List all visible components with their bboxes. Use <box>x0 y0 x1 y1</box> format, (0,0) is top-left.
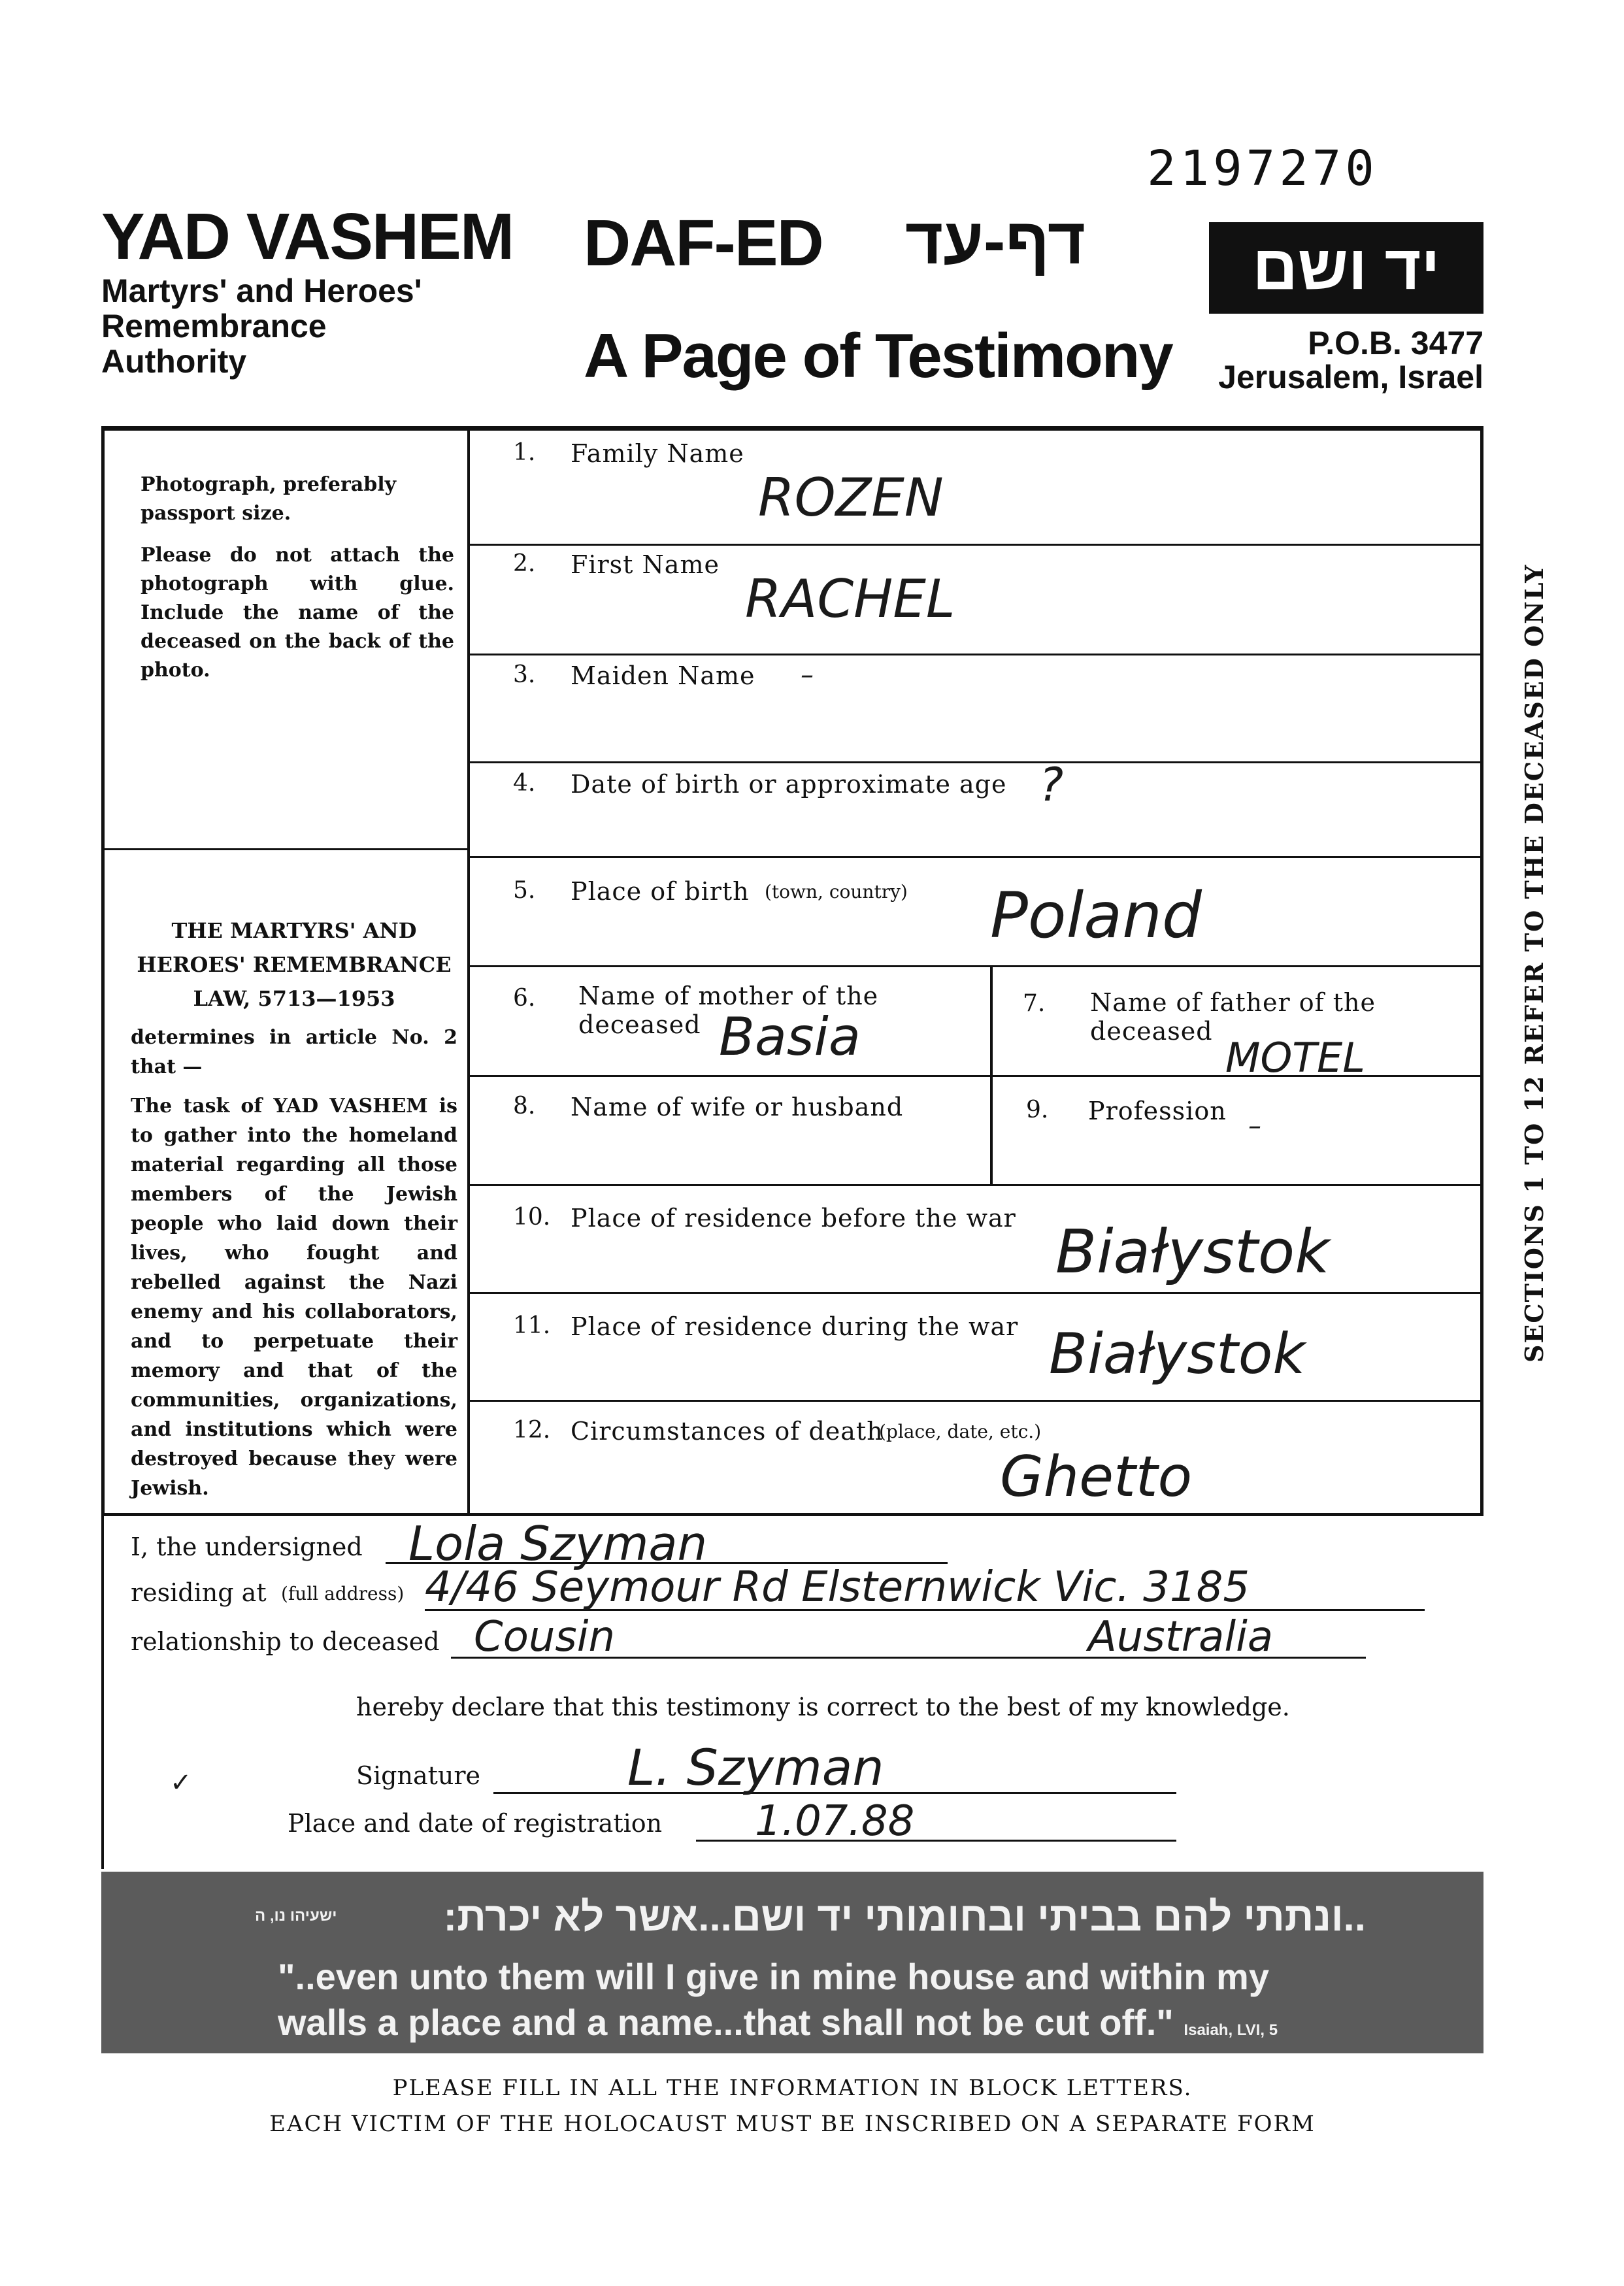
law-text: The task of YAD VASHEM is to gather into the homeland material regarding all those members of the Jewish people who laid down their lives, who fought and rebelled against the Nazi enemy and his collaborators, and to perpetuate their memory and that of the communities, organizations, and institutions which were destroyed because they were Jewish. <box>131 1095 457 1500</box>
birth-date-label: Date of birth or approximate age <box>571 770 1007 799</box>
field-number: 11. <box>513 1312 551 1339</box>
declaration-statement: hereby declare that this testimony is correct to the best of my knowledge. <box>356 1693 1290 1721</box>
org-subtitle-line: Authority <box>101 343 247 380</box>
field-number: 1. <box>513 439 536 466</box>
residence-before-value: Białystok <box>1055 1217 1330 1287</box>
death-circumstances-value: Ghetto <box>1000 1444 1193 1510</box>
law-title-line: THE MARTYRS' AND <box>171 918 417 943</box>
declaration-left-border <box>101 1516 104 1869</box>
signature-label: Signature <box>356 1761 481 1790</box>
org-subtitle-line: Martyrs' and Heroes' <box>101 273 422 309</box>
field-number: 9. <box>1026 1097 1049 1123</box>
birthplace-value: Poland <box>990 879 1202 952</box>
left-panel-divider <box>101 848 467 850</box>
field-number: 10. <box>513 1204 551 1231</box>
family-name-value: ROZEN <box>758 467 944 528</box>
residing-hint: (full address) <box>281 1583 405 1604</box>
first-name-value: RACHEL <box>745 569 955 629</box>
field-divider <box>467 1292 1483 1294</box>
banner-english-citation: Isaiah, LVI, 5 <box>1184 2021 1278 2039</box>
family-name-label: Family Name <box>571 439 744 468</box>
birthplace-label: Place of birth <box>571 877 750 906</box>
law-title-line: LAW, 5713—1953 <box>193 986 395 1011</box>
document-number: 2197270 <box>1147 141 1378 197</box>
field-divider <box>467 965 1483 967</box>
maiden-name-label: Maiden Name <box>571 661 755 690</box>
relationship-value: Cousin <box>474 1613 616 1661</box>
field-number: 6. <box>513 985 536 1012</box>
residence-before-label: Place of residence before the war <box>571 1204 1016 1233</box>
residing-label: residing at <box>131 1578 267 1607</box>
org-name: YAD VASHEM <box>101 200 514 273</box>
law-title <box>131 914 457 1016</box>
banner-english-quote <box>278 1954 1389 2053</box>
death-circumstances-label: Circumstances of death <box>571 1417 884 1446</box>
banner-english-line: "..even unto them will I give in mine house and within my <box>278 1956 1269 1997</box>
footer-line: EACH VICTIM OF THE HOLOCAUST MUST BE INSCRIBED ON A SEPARATE FORM <box>269 2111 1316 2137</box>
field-number: 5. <box>513 877 536 904</box>
birth-date-value: ? <box>1039 758 1064 812</box>
field-number: 2. <box>513 550 536 577</box>
residing-value: 4/46 Seymour Rd Elsternwick Vic. 3185 <box>425 1563 1250 1612</box>
field-number: 3. <box>513 661 536 688</box>
page-title: A Page of Testimony <box>584 321 1172 391</box>
field-divider <box>467 761 1483 763</box>
law-title-line: HEROES' REMEMBRANCE <box>137 952 452 977</box>
banner-english-line: walls a place and a name...that shall not be cut off." Isaiah, LVI, 5 <box>278 2002 1278 2043</box>
residence-during-label: Place of residence during the war <box>571 1312 1019 1341</box>
field-divider <box>467 1400 1483 1402</box>
maiden-name-value: – <box>801 660 814 690</box>
field-number: 4. <box>513 770 536 797</box>
father-name-value: MOTEL <box>1225 1034 1365 1082</box>
residence-during-value: Białystok <box>1049 1321 1306 1387</box>
field-divider <box>467 654 1483 655</box>
death-circumstances-hint: (place, date, etc.) <box>879 1421 1042 1442</box>
mother-name-value: Basia <box>719 1006 861 1067</box>
undersigned-value: Lola Szyman <box>408 1516 708 1571</box>
org-subtitle <box>101 273 526 379</box>
field-divider <box>467 856 1483 858</box>
city: Jerusalem, Israel <box>1218 359 1483 395</box>
photo-heading: Photograph, preferably passport size. <box>141 473 397 525</box>
yad-vashem-logo: יד ושם <box>1209 222 1483 314</box>
field-number: 7. <box>1023 990 1046 1017</box>
banner-hebrew-quote: ..ונתתי להם בביתי ובחומותי יד ושם...אשר לא יכרת: <box>443 1895 1366 1940</box>
photo-note: Please do not attach the photograph with glue. Include the name of the deceased on the back of the photo. <box>141 544 454 682</box>
column-divider <box>467 426 470 1516</box>
country-value: Australia <box>1088 1613 1274 1661</box>
profession-label: Profession <box>1088 1097 1227 1125</box>
birthplace-hint: (town, country) <box>765 881 908 903</box>
undersigned-label: I, the undersigned <box>131 1532 363 1561</box>
registration-label: Place and date of registration <box>288 1809 663 1838</box>
profession-value: – <box>1248 1111 1261 1141</box>
form-name-hebrew: דף-עד <box>905 205 1086 278</box>
signature-value: L. Szyman <box>627 1738 884 1797</box>
law-intro: determines in article No. 2 that — <box>131 1026 457 1078</box>
field-divider <box>467 544 1483 546</box>
org-subtitle-line: Remembrance <box>101 308 327 344</box>
relationship-label: relationship to deceased <box>131 1627 440 1656</box>
field-number: 8. <box>513 1093 536 1119</box>
registration-value: 1.07.88 <box>755 1797 915 1846</box>
banner-hebrew-citation: ישעיהו נו, ה <box>255 1907 337 1925</box>
field-split-divider <box>990 965 993 1184</box>
spouse-name-label: Name of wife or husband <box>571 1093 904 1121</box>
father-name-label: Name of father of the deceased <box>1090 988 1376 1046</box>
form-name: DAF-ED <box>584 207 823 280</box>
field-divider <box>467 1184 1483 1186</box>
footer-line: PLEASE FILL IN ALL THE INFORMATION IN BLOCK LETTERS. <box>392 2075 1193 2101</box>
po-box: P.O.B. 3477 <box>1308 325 1483 361</box>
mother-name-label: Name of mother of the deceased <box>578 982 879 1039</box>
side-note: SECTIONS 1 TO 12 REFER TO THE DECEASED ONLY <box>1519 563 1549 1363</box>
check-mark: ✓ <box>170 1768 192 1798</box>
field-number: 12. <box>513 1417 551 1444</box>
first-name-label: First Name <box>571 550 720 579</box>
